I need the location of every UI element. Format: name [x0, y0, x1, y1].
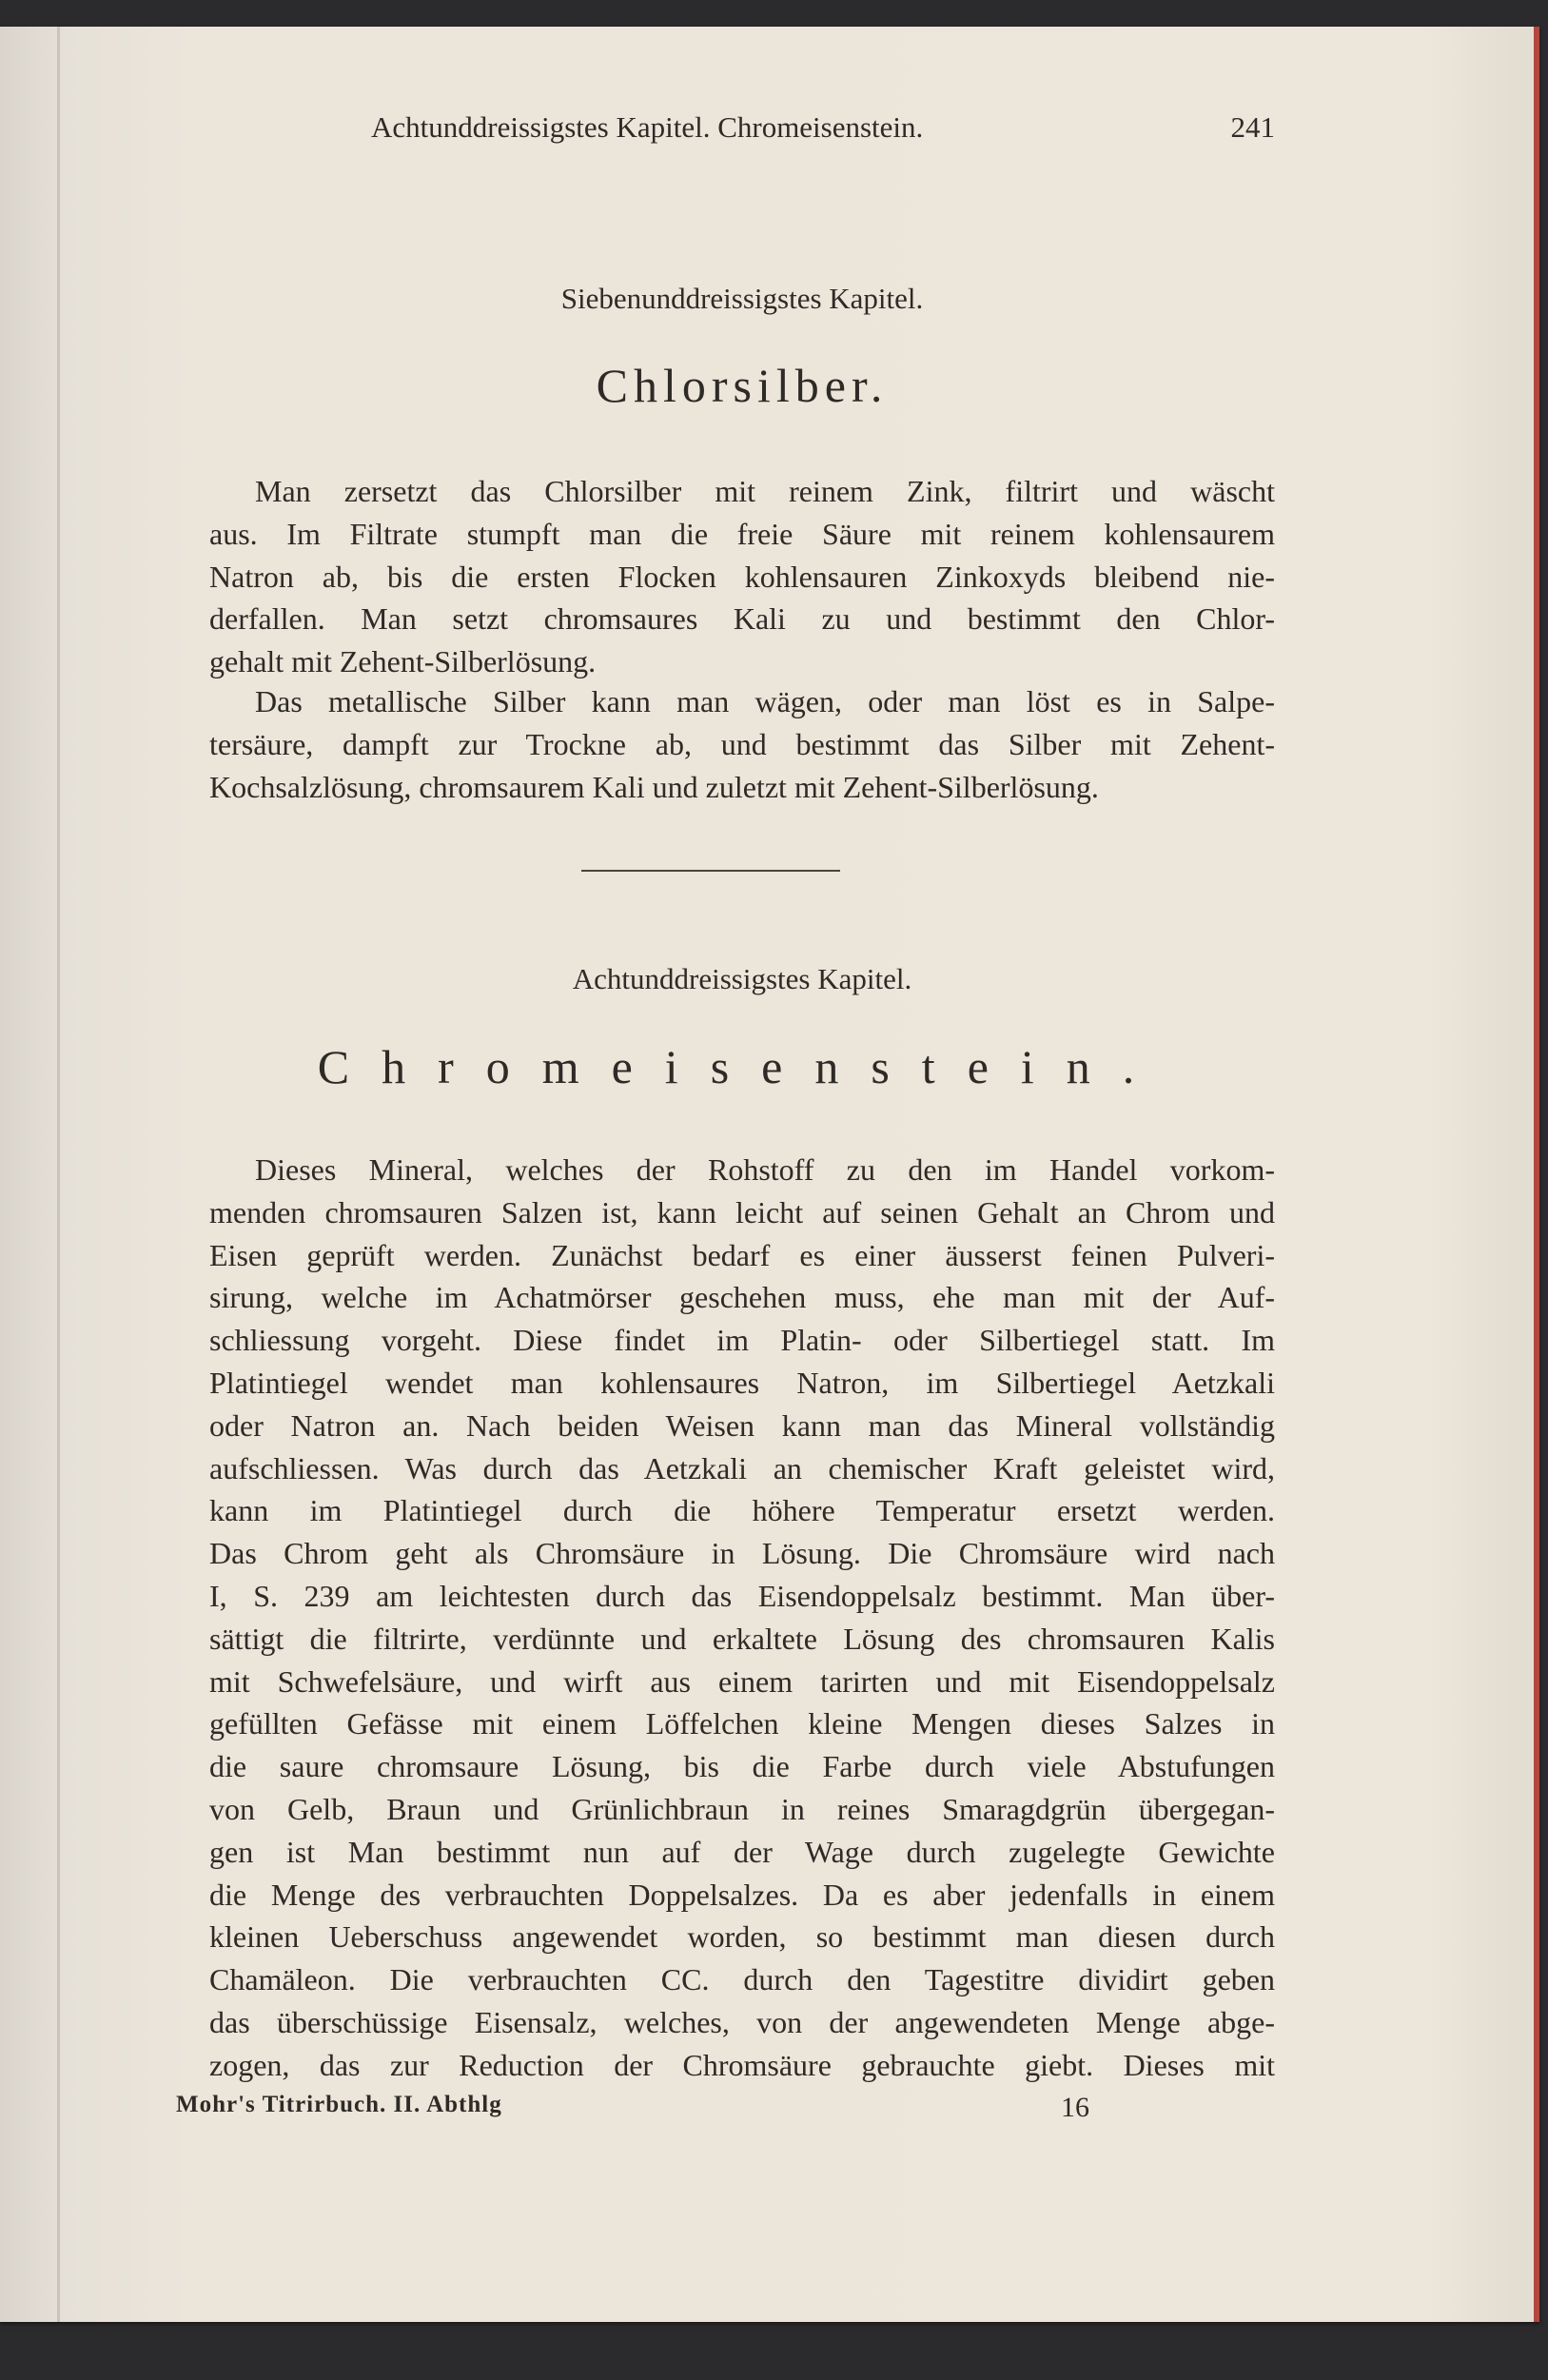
text-line: aus. Im Filtrate stumpft man die freie Säure mit reinem kohlensaurem	[209, 516, 1275, 551]
paragraph-1	[209, 470, 1275, 683]
text-line: zogen, das zur Reduction der Chromsäure gebrauchte giebt. Dieses mit	[209, 2047, 1275, 2082]
chapter-heading-38: Achtunddreissigstes Kapitel.	[572, 962, 912, 995]
text-line: gefüllten Gefässe mit einem Löffelchen kleine Mengen dieses Salzes in	[209, 1706, 1275, 1741]
text-line: von Gelb, Braun und Grünlichbraun in reines Smaragdgrün übergegan-	[209, 1791, 1275, 1826]
chapter-title-chromeisenstein: Chromeisenstein.	[317, 1040, 1167, 1093]
section-divider	[581, 870, 840, 872]
chapter-heading-37: Siebenunddreissigstes Kapitel.	[560, 282, 924, 315]
text-line: tersäure, dampft zur Trockne ab, und bestimmt das Silber mit Zehent-	[209, 726, 1275, 761]
text-line: die saure chromsaure Lösung, bis die Farbe durch viele Abstufungen	[209, 1749, 1275, 1784]
text-line: das überschüssige Eisensalz, welches, von der angewendeten Menge abge-	[209, 2004, 1275, 2039]
footer-source: Mohr's Titrirbuch. II. Abthlg	[176, 2092, 502, 2117]
text-line: Das metallische Silber kann man wägen, oder man löst es in Salpe-	[255, 684, 1275, 718]
text-line: schliessung vorgeht. Diese findet im Platin- oder Silbertiegel statt. Im	[209, 1323, 1275, 1358]
text-line: aufschliessen. Was durch das Aetzkali an chemischer Kraft geleistet wird,	[209, 1450, 1275, 1485]
text-line: gehalt mit Zehent-Silberlösung.	[209, 644, 597, 679]
text-line: gen ist Man bestimmt nun auf der Wage durch zugelegte Gewichte	[209, 1834, 1275, 1869]
signature-mark: 16	[1061, 2092, 1089, 2123]
text-line: sättigt die filtrirte, verdünnte und erkaltete Lösung des chromsauren Kalis	[209, 1621, 1275, 1656]
text-line: derfallen. Man setzt chromsaures Kali zu und bestimmt den Chlor-	[209, 601, 1275, 637]
text-line: kann im Platintiegel durch die höhere Temperatur ersetzt werden.	[209, 1493, 1275, 1528]
paragraph-2	[209, 680, 1275, 808]
page-stack-edge	[57, 27, 60, 2322]
paragraph-3	[209, 1149, 1275, 2087]
text-line: Chamäleon. Die verbrauchten CC. durch den Tagestitre dividirt geben	[209, 1962, 1275, 1997]
chapter-title-chlorsilber: Chlorsilber.	[596, 359, 889, 412]
text-line: menden chromsauren Salzen ist, kann leicht auf seinen Gehalt an Chrom und	[209, 1194, 1275, 1229]
text-line: Platintiegel wendet man kohlensaures Natron, im Silbertiegel Aetzkali	[209, 1365, 1275, 1400]
text-line: Natron ab, bis die ersten Flocken kohlensauren Zinkoxyds bleibend nie-	[209, 559, 1275, 594]
text-line: Dieses Mineral, welches der Rohstoff zu den im Handel vorkom-	[255, 1152, 1275, 1187]
text-line: Kochsalzlösung, chromsaurem Kali und zuletzt mit Zehent-Silberlösung.	[209, 769, 1099, 804]
text-line: I, S. 239 am leichtesten durch das Eisendoppelsalz bestimmt. Man über-	[209, 1578, 1275, 1613]
text-line: kleinen Ueberschuss angewendet worden, so bestimmt man diesen durch	[209, 1919, 1275, 1955]
running-title: Achtunddreissigstes Kapitel. Chromeisenstein.	[371, 110, 924, 144]
text-line: die Menge des verbrauchten Doppelsalzes. Da es aber jedenfalls in einem	[209, 1877, 1275, 1912]
text-line: Eisen geprüft werden. Zunächst bedarf es einer äusserst feinen Pulveri-	[209, 1237, 1275, 1272]
text-line: sirung, welche im Achatmörser geschehen muss, ehe man mit der Auf-	[209, 1280, 1275, 1315]
page-number: 241	[1230, 110, 1275, 144]
text-line: Das Chrom geht als Chromsäure in Lösung. Die Chromsäure wird nach	[209, 1536, 1275, 1571]
text-line: mit Schwefelsäure, und wirft aus einem tarirten und mit Eisendoppelsalz	[209, 1663, 1275, 1699]
text-line: Man zersetzt das Chlorsilber mit reinem Zink, filtrirt und wäscht	[255, 474, 1275, 508]
text-line: oder Natron an. Nach beiden Weisen kann man das Mineral vollständig	[209, 1407, 1275, 1443]
